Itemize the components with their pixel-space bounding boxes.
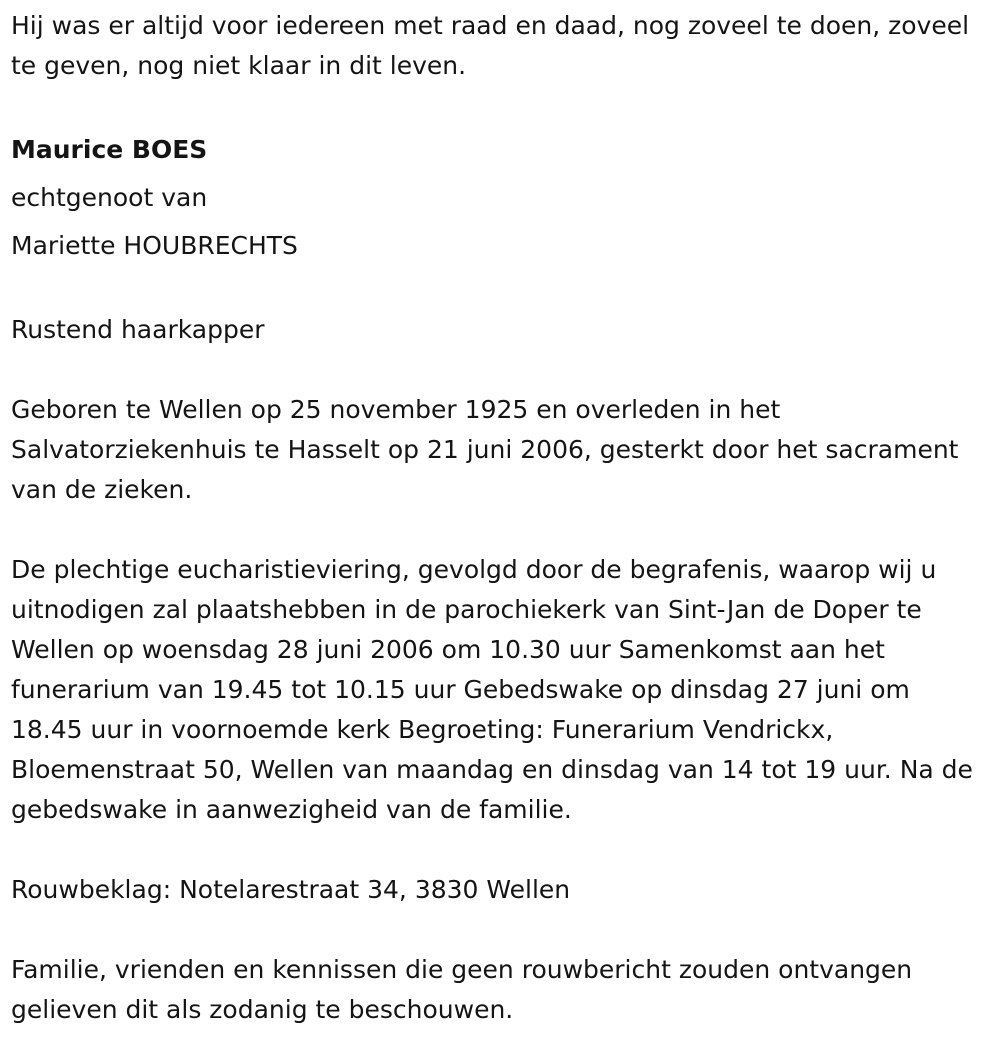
relation-text: echtgenoot van <box>11 183 208 212</box>
closing-text: Familie, vrienden en kennissen die geen rouwbericht zouden ontvangen gelieven dit als zodanig te beschouwen. <box>11 955 913 1024</box>
spacer <box>11 86 987 126</box>
death-notice <box>11 6 987 1030</box>
spouse-name: Mariette HOUBRECHTS <box>11 231 298 260</box>
spacer <box>11 510 987 550</box>
intro-text: Hij was er altijd voor iedereen met raad en daad, nog zoveel te doen, zoveel te geven, nog niet klaar in dit leven. <box>11 11 970 80</box>
ceremony-text: De plechtige eucharistieviering, gevolgd door de begrafenis, waarop wij u uitnodigen zal plaatshebben in de parochiekerk van Sint-Jan de Doper te Wellen op woensdag 28 juni 2006 om 10.30 uur Samenkomst aan het funerarium van 19.45 tot 10.15 uur Gebedswake op dinsdag 27 juni om 18.45 uur in voornoemde kerk Begroeting: Funerarium Vendrickx, Bloemenstraat 50, Wellen van maandag en dinsdag van 14 tot 19 uur. Na de gebedswake in aanwezigheid van de familie. <box>11 555 973 824</box>
deceased-name: Maurice BOES <box>11 135 208 164</box>
spacer <box>11 270 987 310</box>
birth-death-text: Geboren te Wellen op 25 november 1925 en overleden in het Salvatorziekenhuis te Hasselt op 21 juni 2006, gesterkt door het sacrament van de zieken. <box>11 395 959 504</box>
occupation-text: Rustend haarkapper <box>11 315 265 344</box>
spacer <box>11 830 987 870</box>
spacer <box>11 350 987 390</box>
condolences-text: Rouwbeklag: Notelarestraat 34, 3830 Wellen <box>11 875 571 904</box>
spacer <box>11 910 987 950</box>
